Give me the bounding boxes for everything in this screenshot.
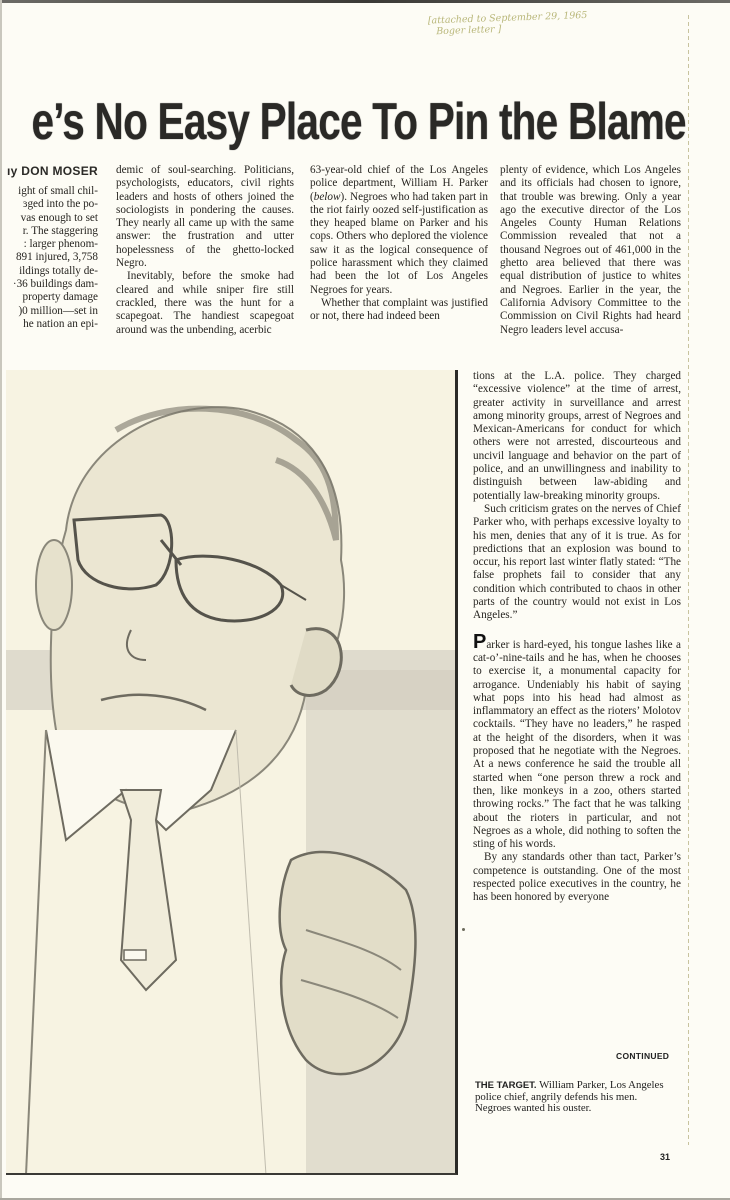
- paragraph: Inevitably, before the smoke had cleared and while sniper fire still crackled, there was the hunt for a scapegoat. The handiest scapegoat around was the unbending, acerbic: [116, 270, 294, 336]
- continued-label: CONTINUED: [616, 1051, 670, 1061]
- page-number: 31: [660, 1152, 671, 1162]
- column-0-line: r. The staggering: [22, 224, 98, 237]
- column-0-line: property damage: [22, 291, 98, 304]
- article-column-3: [500, 164, 681, 337]
- column-0-line: ·36 buildings dam-: [12, 278, 98, 291]
- article-headline: [0, 94, 690, 156]
- handwritten-annotation: [428, 9, 629, 38]
- article-column-1: [116, 164, 294, 337]
- annotation-line-1: [attached to September 29, 1965: [427, 9, 588, 27]
- column-0-line: he nation an epi-: [23, 317, 98, 330]
- column-0-line: ight of small chil-: [18, 185, 98, 197]
- column-0-line: 891 injured, 3,758: [15, 251, 98, 264]
- drop-cap: P: [473, 630, 487, 653]
- section-break: [473, 623, 681, 635]
- article-column-4: [473, 370, 681, 905]
- portrait-photo: [6, 370, 458, 1175]
- scan-speck: [462, 928, 465, 931]
- paragraph: tions at the L.A. police. They charged “excessive violence” at the time of arrest, greater activity in surveillance and arrest among minority groups, arrest of Negroes and Mexican-Americans for conduct for which others were not arrested, discourteous and uncivil language and behavior on the part of police, and an unwillingness and inability to distinguish between law-abiding and potentially law-breaking minority groups.: [473, 370, 681, 502]
- paragraph: demic of soul-searching. Politicians, psychologists, educators, civil rights leaders and hosts of others joined the sociologists in pondering the causes. They nearly all came up with the same answer: the frustration and utter hopelessness of the ghetto-locked Negro.: [116, 164, 294, 270]
- headline-text: e’s No Easy Place To Pin the Blame: [31, 94, 686, 151]
- paragraph: Such criticism grates on the nerves of Chief Parker who, with perhaps excessive loyalty to his men, denies that any of it is true. As for predictions that an explosion was bound to occur, his report last winter flatly stated: “The false prophets fail to consider that any condition which contributed to chaos in other parts of the country would not exist in Los Angeles.”: [473, 502, 681, 622]
- caption-heading: THE TARGET.: [475, 1080, 537, 1091]
- scan-edge-top: [0, 0, 730, 3]
- column-0-line: : larger phenom-: [23, 238, 98, 251]
- annotation-line-2: Boger letter ]: [436, 23, 502, 38]
- paragraph: plenty of evidence, which Los Angeles and its officials had chosen to ignore, that trouble was brewing. Only a year ago the executive director of the Los Angeles County Human Relations Commission revealed that not a thousand Negroes out of 461,000 in the ghetto area believed that there was equal distribution of justice to whites and Negroes. Earlier in the year, the California Advisory Committee to the Commission on Civil Rights had heard Negro leaders level accusa-: [500, 164, 681, 336]
- portrait-illustration: [6, 370, 458, 1175]
- photo-caption: [475, 1080, 675, 1115]
- column-0-line: )0 million—set in: [18, 304, 98, 317]
- page-fold-line: [688, 15, 689, 1145]
- paragraph: Whether that complaint was justified or not, there had indeed been: [310, 296, 488, 323]
- paragraph: By any standards other than tact, Parker’s competence is outstanding. One of the most respected police executives in the country, he has been honored by everyone: [473, 851, 681, 904]
- byline: ıy DON MOSER: [7, 164, 98, 178]
- italic-below: below: [313, 190, 341, 203]
- paragraph: 63-year-old chief of the Los Angeles police department, William H. Parker (below). Negroes who had taken part in the riot fairly oozed self-justification as they heaped blame on Parker and his cops. Others who deplored the violence saw it as the logical consequence of police harassment which they claimed had been the lot of Los Angeles Negroes for years.: [310, 164, 488, 296]
- caption-text: William Parker, Los Angeles police chief, angrily defends his men. Negroes wanted his ouster.: [475, 1079, 664, 1114]
- article-column-2: [310, 164, 488, 324]
- paragraph: Parker is hard-eyed, his tongue lashes like a cat-o’-nine-tails and he has, when he chooses to exercise it, a monumental capacity for arrogance. Undeniably his habit of saying what pops into his head had almost as inflammatory an effect as the rioters’ Molotov cocktails. “They have no leaders,” he rasped at the height of the disorders, when it was proposed that he negotiate with the Negroes. At a news conference he said the trouble all started when “one person threw a rock and then, like monkeys in a zoo, others started throwing rocks.” The fact that he was talking about the rioters in particular, and not Negroes as a whole, did nothing to soften the sting of his words.: [473, 630, 681, 851]
- column-0-line: vas enough to set: [20, 211, 98, 224]
- scan-edge-left: [0, 0, 2, 1200]
- column-0-line: ildings totally de-: [19, 264, 98, 277]
- column-0-line: ɜged into the po-: [22, 198, 98, 211]
- article-column-0: [0, 185, 98, 331]
